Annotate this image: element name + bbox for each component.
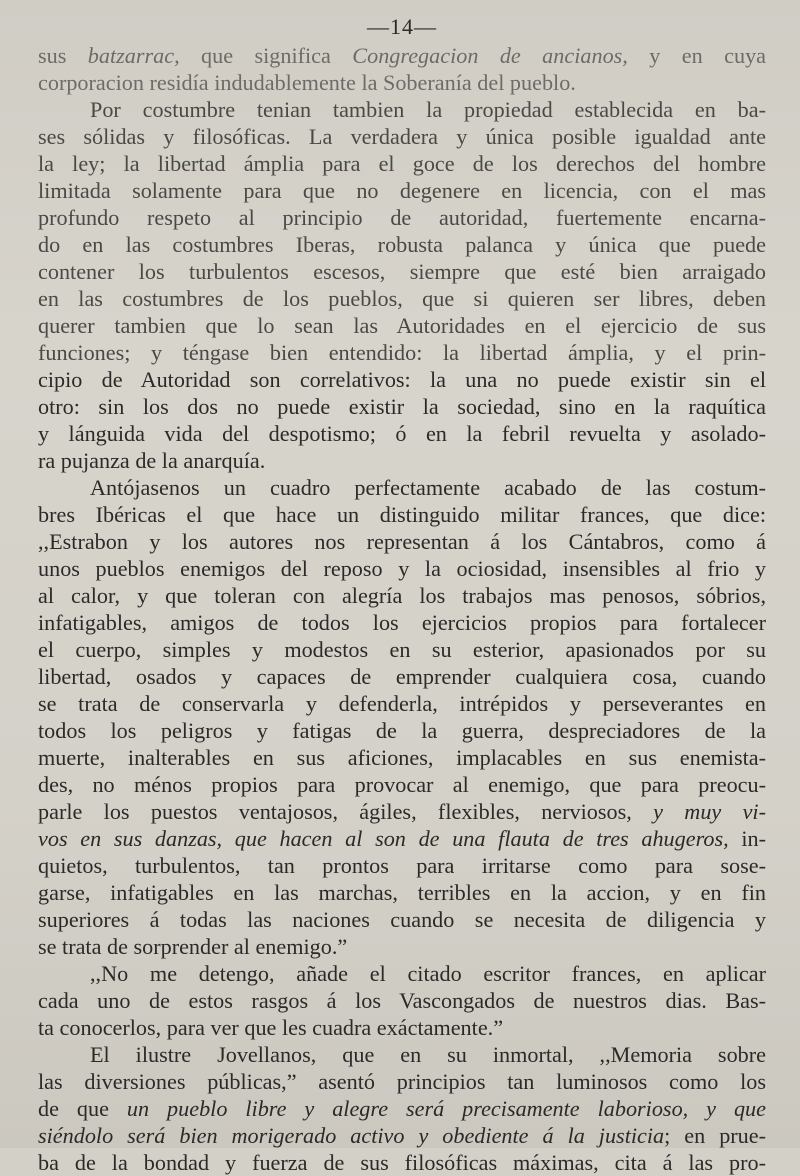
text-line — [38, 960, 766, 987]
text-line — [38, 636, 766, 663]
text-run: el cuerpo, simples y modestos en su esterior, apasionados por su — [38, 637, 766, 662]
text-line — [38, 150, 766, 177]
text-run: de que — [38, 1096, 127, 1121]
text-run: superiores á todas las naciones cuando se necesita de diligencia y — [38, 907, 766, 932]
text-run: corporacion residía indudablemente la Soberanía del pueblo. — [38, 70, 576, 95]
text-line — [38, 42, 766, 69]
text-run: do en las costumbres Iberas, robusta palanca y única que puede — [38, 232, 766, 257]
text-run: limitada solamente para que no degenere en licencia, con el mas — [38, 178, 766, 203]
text-line — [38, 744, 766, 771]
text-run: que significa — [179, 43, 353, 68]
text-line — [38, 366, 766, 393]
text-line — [38, 717, 766, 744]
text-run: El ilustre Jovellanos, que en su inmortal, ,,Memoria sobre — [90, 1042, 766, 1067]
text-line — [38, 474, 766, 501]
text-run: Antójasenos un cuadro perfectamente acabado de las costum- — [90, 475, 766, 500]
italic-text: un pueblo libre y alegre será precisamente laborioso, y que — [126, 1096, 766, 1121]
text-line — [38, 285, 766, 312]
italic-text: vos en sus danzas, que hacen al son de una flauta de tres ahugeros, — [38, 826, 729, 851]
text-run: cada uno de estos rasgos á los Vascongados de nuestros dias. Bas- — [38, 988, 766, 1013]
text-line — [38, 933, 766, 960]
text-run: contener los turbulentos escesos, siempre que esté bien arraigado — [38, 259, 766, 284]
text-line — [38, 879, 766, 906]
text-line — [38, 258, 766, 285]
text-run: ses sólidas y filosóficas. La verdadera y única posible igualdad ante — [38, 124, 766, 149]
text-line — [38, 1068, 766, 1095]
text-run: quietos, turbulentos, tan prontos para irritarse como para sose- — [38, 853, 766, 878]
text-line — [38, 987, 766, 1014]
text-line — [38, 177, 766, 204]
text-line — [38, 906, 766, 933]
text-line — [38, 771, 766, 798]
text-run: la ley; la libertad ámplia para el goce de los derechos del hombre — [38, 151, 766, 176]
italic-text: batzarrac, — [87, 43, 180, 68]
text-run: y lánguida vida del despotismo; ó en la febril revuelta y asolado- — [38, 421, 766, 446]
text-run: ta conocerlos, para ver que les cuadra exáctamente.” — [38, 1015, 504, 1040]
page-text — [38, 42, 766, 1176]
text-line — [38, 663, 766, 690]
text-run: sus — [38, 43, 88, 68]
text-run: ,,No me detengo, añade el citado escritor frances, en aplicar — [90, 961, 766, 986]
text-line — [38, 420, 766, 447]
text-line — [38, 204, 766, 231]
text-run: al calor, y que toleran con alegría los trabajos mas penosos, sóbrios, — [38, 583, 766, 608]
text-line — [38, 312, 766, 339]
text-line — [38, 825, 766, 852]
text-line — [38, 1095, 766, 1122]
text-run: Por costumbre tenian tambien la propiedad establecida en ba- — [90, 97, 766, 122]
text-run: funciones; y téngase bien entendido: la libertad ámplia, y el prin- — [38, 340, 766, 365]
text-run: cipio de Autoridad son correlativos: la una no puede existir sin el — [38, 367, 766, 392]
italic-text: y muy vi- — [653, 799, 766, 824]
text-line — [38, 555, 766, 582]
text-run: se trata de sorprender al enemigo.” — [38, 934, 348, 959]
text-run: infatigables, amigos de todos los ejercicios propios para fortalecer — [38, 610, 766, 635]
text-run: y en cuya — [627, 43, 766, 68]
text-line — [38, 852, 766, 879]
text-run: in- — [728, 826, 766, 851]
text-line — [38, 501, 766, 528]
page-number: —14— — [367, 14, 437, 39]
text-run: muerte, inalterables en sus aficiones, implacables en sus enemista- — [38, 745, 766, 770]
text-run: se trata de conservarla y defenderla, intrépidos y perseverantes en — [38, 691, 766, 716]
text-line — [38, 393, 766, 420]
text-run: en las costumbres de los pueblos, que si quieren ser libres, deben — [38, 286, 766, 311]
text-run: unos pueblos enemigos del reposo y la ociosidad, insensibles al frio y — [38, 556, 766, 581]
text-run: ba de la bondad y fuerza de sus filosóficas máximas, cita á las pro- — [38, 1150, 766, 1175]
text-run: parle los puestos ventajosos, ágiles, flexibles, nerviosos, — [38, 799, 654, 824]
text-run: profundo respeto al principio de autoridad, fuertemente encarna- — [38, 205, 766, 230]
text-line — [38, 528, 766, 555]
text-run: ,,Estrabon y los autores nos representan á los Cántabros, como á — [38, 529, 766, 554]
italic-text: Congregacion de ancianos, — [352, 43, 628, 68]
text-line — [38, 339, 766, 366]
text-line — [38, 123, 766, 150]
text-line — [38, 1149, 766, 1176]
text-line — [38, 1122, 766, 1149]
text-run: garse, infatigables en las marchas, terribles en la accion, y en fin — [38, 880, 766, 905]
italic-text: siéndolo será bien morigerado activo y obediente á la justicia — [38, 1123, 665, 1148]
text-run: ; en prue- — [664, 1123, 766, 1148]
text-line — [38, 231, 766, 258]
text-line — [38, 1041, 766, 1068]
text-run: las diversiones públicas,” asentó principios tan luminosos como los — [38, 1069, 766, 1094]
text-run: des, no ménos propios para provocar al enemigo, que para preocu- — [38, 772, 766, 797]
text-line — [38, 447, 766, 474]
text-run: querer tambien que lo sean las Autoridades en el ejercicio de sus — [38, 313, 766, 338]
text-line — [38, 69, 766, 96]
text-line — [38, 582, 766, 609]
text-line — [38, 798, 766, 825]
text-run: otro: sin los dos no puede existir la sociedad, sino en la raquítica — [38, 394, 766, 419]
text-run: ra pujanza de la anarquía. — [38, 448, 266, 473]
text-run: libertad, osados y capaces de emprender cualquiera cosa, cuando — [38, 664, 766, 689]
text-line — [38, 1014, 766, 1041]
text-line — [38, 690, 766, 717]
text-line — [38, 609, 766, 636]
text-run: todos los peligros y fatigas de la guerra, despreciadores de la — [38, 718, 766, 743]
text-run: bres Ibéricas el que hace un distinguido militar frances, que dice: — [38, 502, 766, 527]
text-line — [38, 96, 766, 123]
